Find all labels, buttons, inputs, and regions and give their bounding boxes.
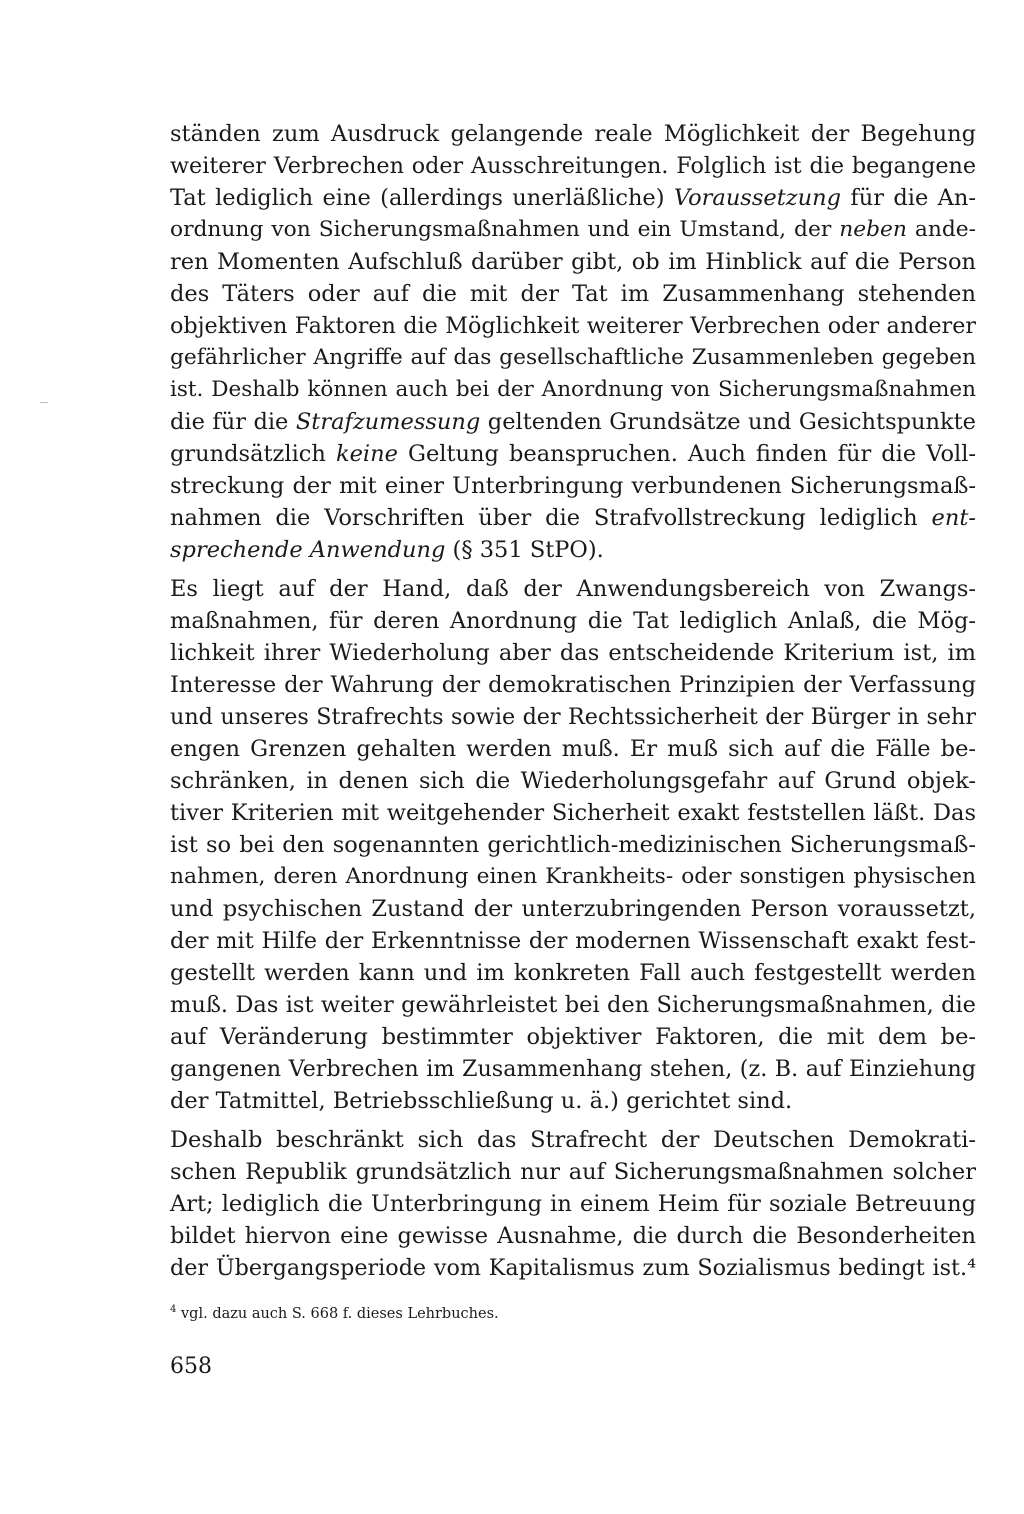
text-line: Interesse der Wahrung der demokratischen Prinzipien der Verfassung: [170, 672, 976, 698]
text-line: objektiven Faktoren die Möglichkeit weiterer Verbrechen oder anderer: [170, 313, 976, 339]
text-line: schränken, in denen sich die Wiederholungsgefahr auf Grund objek-: [170, 768, 976, 794]
text-line: Deshalb beschränkt sich das Strafrecht der Deutschen Demokrati-: [170, 1127, 976, 1153]
text-line: ist so bei den sogenannten gerichtlich-medizinischen Sicherungsmaß-: [170, 832, 976, 858]
text-line: und psychischen Zustand der unterzubringenden Person voraussetzt,: [170, 896, 976, 922]
text-line: lichkeit ihrer Wiederholung aber das entscheidende Kriterium ist, im: [170, 640, 976, 666]
text-line: engen Grenzen gehalten werden muß. Er muß sich auf die Fälle be-: [170, 736, 976, 762]
text-line: ren Momenten Aufschluß darüber gibt, ob im Hinblick auf die Person: [170, 249, 976, 275]
body-text: [170, 118, 976, 1284]
text-line: schen Republik grundsätzlich nur auf Sicherungsmaßnahmen solcher: [170, 1159, 976, 1185]
text-line: gefährlicher Angriffe auf das gesellschaftliche Zusammenleben gegeben: [170, 345, 976, 370]
text-line: Tat lediglich eine (allerdings unerläßliche) Voraussetzung für die An-: [170, 185, 976, 211]
footnote-text: vgl. dazu auch S. 668 f. dieses Lehrbuches.: [180, 1305, 499, 1322]
text-line: die für die Strafzumessung geltenden Grundsätze und Gesichtspunkte: [170, 409, 976, 435]
text-line: nahmen die Vorschriften über die Strafvollstreckung lediglich ent-: [170, 505, 976, 531]
text-line: der Tatmittel, Betriebsschließung u. ä.) gerichtet sind.: [170, 1088, 793, 1114]
text-line: maßnahmen, für deren Anordnung die Tat lediglich Anlaß, die Mög-: [170, 608, 976, 634]
text-line: nahmen, deren Anordnung einen Krankheits- oder sonstigen physischen: [170, 864, 976, 889]
text-line: grundsätzlich keine Geltung beanspruchen. Auch finden für die Voll-: [170, 441, 976, 467]
footnote-marker: 4: [170, 1304, 177, 1315]
text-line: weiterer Verbrechen oder Ausschreitungen. Folglich ist die begangene: [170, 153, 976, 179]
footnote: [170, 1300, 770, 1324]
text-line: auf Veränderung bestimmter objektiver Faktoren, die mit dem be-: [170, 1024, 976, 1050]
page-number: 658: [170, 1354, 212, 1379]
text-line: bildet hiervon eine gewisse Ausnahme, die durch die Besonderheiten: [170, 1223, 976, 1249]
margin-mark: [40, 402, 48, 403]
text-line: muß. Das ist weiter gewährleistet bei den Sicherungsmaßnahmen, die: [170, 992, 976, 1018]
text-line: tiver Kriterien mit weitgehender Sicherheit exakt feststellen läßt. Das: [170, 800, 976, 826]
text-line: ist. Deshalb können auch bei der Anordnung von Sicherungsmaßnahmen: [170, 377, 976, 402]
text-line: gestellt werden kann und im konkreten Fall auch festgestellt werden: [170, 960, 976, 986]
text-line: Es liegt auf der Hand, daß der Anwendungsbereich von Zwangs-: [170, 576, 976, 602]
text-line: der mit Hilfe der Erkenntnisse der modernen Wissenschaft exakt fest-: [170, 928, 976, 954]
text-line: der Übergangsperiode vom Kapitalismus zum Sozialismus bedingt ist.⁴: [170, 1255, 976, 1281]
text-line: gangenen Verbrechen im Zusammenhang stehen, (z. B. auf Einziehung: [170, 1056, 976, 1082]
text-line: ständen zum Ausdruck gelangende reale Möglichkeit der Begehung: [170, 121, 976, 147]
text-line: Art; lediglich die Unterbringung in einem Heim für soziale Betreuung: [170, 1191, 976, 1217]
text-line: und unseres Strafrechts sowie der Rechtssicherheit der Bürger in sehr: [170, 704, 976, 730]
text-line: sprechende Anwendung (§ 351 StPO).: [170, 537, 604, 563]
text-line: streckung der mit einer Unterbringung verbundenen Sicherungsmaß-: [170, 473, 976, 499]
text-line: ordnung von Sicherungsmaßnahmen und ein Umstand, der neben ande-: [170, 217, 976, 242]
text-line: des Täters oder auf die mit der Tat im Zusammenhang stehenden: [170, 281, 976, 307]
